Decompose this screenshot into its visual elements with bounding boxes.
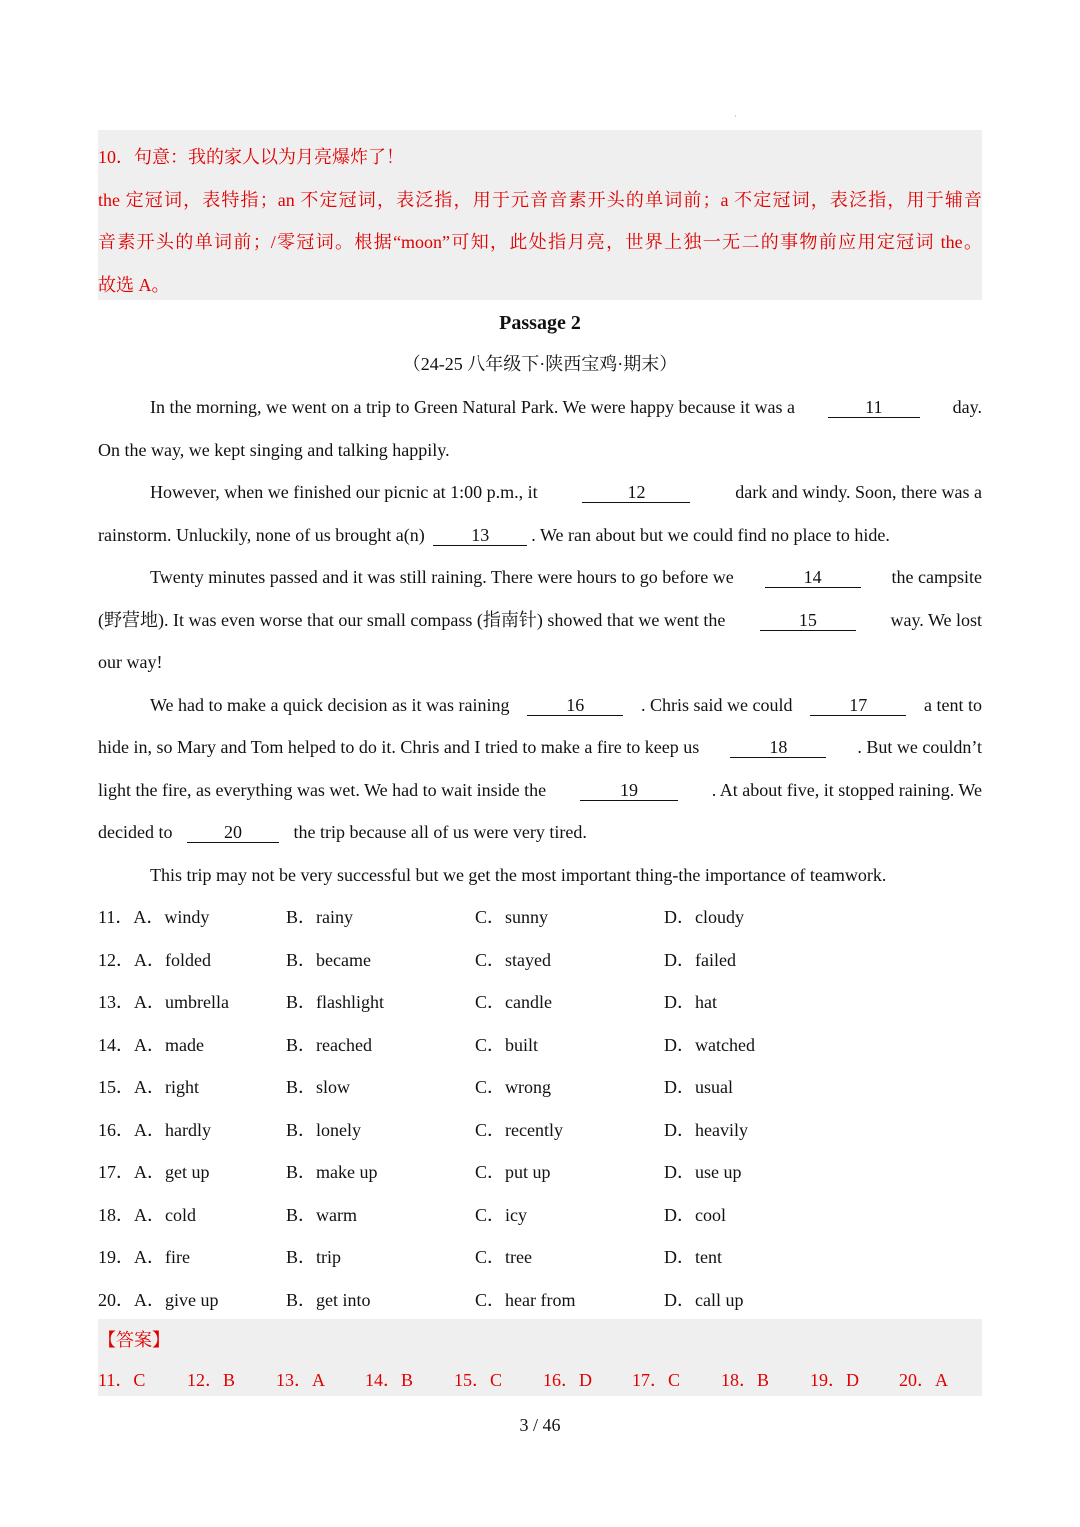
passage-body: [98, 386, 982, 896]
passage-line: hide in, so Mary and Tom helped to do it. Chris and I tried to make a fire to keep us 18 . But we couldn’t: [98, 737, 982, 757]
answer-item: 15．C: [454, 1370, 503, 1390]
question-row: 16．A．hardly B．lonely C．recently D．heavily: [98, 1119, 748, 1140]
answer-item: 12．B: [187, 1370, 236, 1390]
question-row: 19．A．fire B．trip C．tree D．tent: [98, 1247, 722, 1267]
question-row: 18．A．cold B．warm C．icy D．cool: [98, 1204, 726, 1225]
question-row: 17．A．get up B．make up C．put up D．use up: [98, 1162, 742, 1182]
question-row: 12．A．folded B．became C．stayed D．failed: [98, 949, 736, 970]
answer-item: 13．A: [276, 1370, 325, 1390]
passage-line: light the fire, as everything was wet. We had to wait inside the 19 . At about five, it stopped raining. We: [98, 779, 982, 800]
passage-line: However, when we finished our picnic at 1:00 p.m., it 12 dark and windy. Soon, there was a: [150, 482, 982, 502]
page-number: 3 / 46: [519, 1415, 561, 1435]
explanation-line: 10．句意：我的家人以为月亮爆炸了！: [98, 147, 404, 167]
explanation-box: [98, 130, 982, 300]
passage-source: （24-25 八年级下·陕西宝鸡·期末）: [402, 354, 678, 374]
passage-line: our way!: [98, 652, 163, 672]
question-row: 15．A．right B．slow C．wrong D．usual: [98, 1077, 733, 1097]
blank-17: 17: [810, 695, 906, 716]
blank-19: 19: [580, 780, 678, 801]
passage-line: (野营地). It was even worse that our small compass (指南针) showed that we went the 15 way. We lost: [98, 609, 982, 630]
answer-item: 19．D: [810, 1370, 859, 1390]
header-mark: ·: [734, 112, 737, 121]
blank-16: 16: [527, 695, 623, 716]
answer-item: 14．B: [365, 1370, 414, 1390]
passage-line: Twenty minutes passed and it was still raining. There were hours to go before we 14 the campsite: [150, 567, 982, 587]
question-row: 14．A．made B．reached C．built D．watched: [98, 1034, 755, 1055]
blank-15: 15: [760, 610, 856, 631]
passage-line: This trip may not be very successful but we get the most important thing-the importance of teamwork.: [150, 864, 887, 885]
passage-line: rainstorm. Unluckily, none of us brought a(n) 13 . We ran about but we could find no place to hide.: [98, 524, 890, 545]
blank-18: 18: [730, 737, 826, 758]
passage-title: Passage 2: [499, 312, 581, 334]
explanation-line: the 定冠词，表特指；an 不定冠词，表泛指，用于元音音素开头的单词前；a 不定冠词，表泛指，用于辅音: [98, 189, 982, 210]
blank-14: 14: [765, 567, 861, 588]
blank-13: 13: [433, 525, 527, 546]
answer-item: 17．C: [632, 1370, 681, 1390]
answer-label: 【答案】: [98, 1330, 170, 1350]
question-options: [98, 896, 982, 1321]
answer-item: 20．A: [899, 1370, 948, 1390]
answer-item: 11．C: [98, 1370, 146, 1390]
blank-20: 20: [187, 822, 279, 843]
passage-line: We had to make a quick decision as it was raining 16 . Chris said we could 17 a tent to: [150, 694, 982, 715]
passage-line: decided to 20 the trip because all of us were very tired.: [98, 822, 587, 842]
question-row: 11．A．windy B．rainy C．sunny D．cloudy: [98, 907, 744, 927]
question-row: 13．A．umbrella B．flashlight C．candle D．hat: [98, 992, 717, 1012]
answer-box: [98, 1319, 982, 1396]
blank-12: 12: [582, 482, 690, 503]
answer-row: [98, 1364, 982, 1396]
explanation-line: 音素开头的单词前；/零冠词。根据“moon”可知，此处指月亮，世界上独一无二的事物前应用定冠词 the。: [98, 232, 982, 252]
passage-line: In the morning, we went on a trip to Green Natural Park. We were happy because it was a 11 day.: [150, 397, 982, 417]
passage-line: On the way, we kept singing and talking happily.: [98, 439, 450, 460]
explanation-line: 故选 A。: [98, 274, 170, 295]
answer-item: 16．D: [543, 1370, 592, 1390]
question-row: 20．A．give up B．get into C．hear from D．call up: [98, 1289, 744, 1310]
answer-item: 18．B: [721, 1370, 770, 1390]
blank-11: 11: [828, 397, 920, 418]
